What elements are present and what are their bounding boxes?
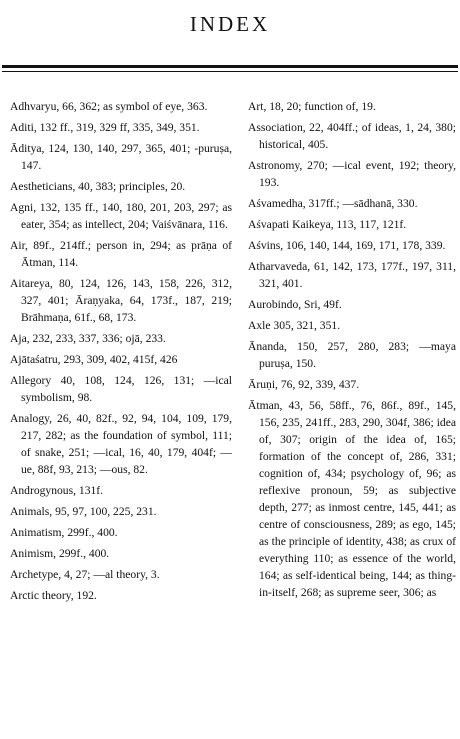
index-entry: Agni, 132, 135 ff., 140, 180, 201, 203, 297; as eater, 354; as intellect, 204; Vaiśvānara, 116. [10, 201, 232, 231]
index-entry: Astronomy, 270; —ical event, 192; theory, 193. [248, 159, 456, 189]
index-entry: Analogy, 26, 40, 82f., 92, 94, 104, 109, 179, 217, 282; as the foundation of symbol, 111; of snake, 251; —ical, 16, 40, 179, 404f; —ue, 88f, 93, 213; —ous, 82. [10, 412, 232, 476]
index-entry: Allegory 40, 108, 124, 126, 131; —ical symbolism, 98. [10, 374, 232, 404]
page-title: INDEX [189, 12, 271, 36]
index-entry: Aestheticians, 40, 383; principles, 20. [10, 180, 186, 193]
index-entry: Axle 305, 321, 351. [248, 319, 341, 332]
index-entry: Animals, 95, 97, 100, 225, 231. [10, 505, 157, 518]
index-entry: Aśvamedha, 317ff.; —sādhanā, 330. [248, 197, 418, 210]
index-column-left [10, 98, 232, 608]
index-entry: Air, 89f., 214ff.; person in, 294; as prāṇa of Ātman, 114. [10, 239, 232, 269]
index-entry: Aurobindo, Sri, 49f. [248, 298, 342, 311]
index-entry: Association, 22, 404ff.; of ideas, 1, 24, 380; historical, 405. [248, 121, 456, 151]
index-entry: Ajātaśatru, 293, 309, 402, 415f, 426 [10, 353, 178, 366]
index-entry: Āditya, 124, 130, 140, 297, 365, 401; -puruṣa, 147. [10, 142, 232, 172]
index-entry: Aditi, 132 ff., 319, 329 ff, 335, 349, 351. [10, 121, 200, 134]
index-entry: Aitareya, 80, 124, 126, 143, 158, 226, 312, 327, 401; Āraṇyaka, 64, 173f., 187, 219; Brāhmaṇa, 61f., 68, 173. [10, 277, 232, 324]
index-entry: Āruṇi, 76, 92, 339, 437. [248, 378, 360, 391]
index-entry: Arctic theory, 192. [10, 589, 97, 602]
index-entry: Atharvaveda, 61, 142, 173, 177f., 197, 311, 321, 401. [248, 260, 456, 290]
index-entry: Adhvaryu, 66, 362; as symbol of eye, 363. [10, 100, 208, 113]
index-entry: Aśvins, 106, 140, 144, 169, 171, 178, 339. [248, 239, 446, 252]
index-entry: Ātman, 43, 56, 58ff., 76, 86f., 89f., 145, 156, 235, 241ff., 283, 290, 304f, 386; idea of, 307; origin of the idea of, 165; formation of the concept of, 286, 331; cognition of, 434; psychology of, 96; as reflexive pronoun, 59; as subjective depth, 277; as inmost centre, 145, 441; as centre of consciousness, 289; as ego, 145; as the principle of identity, 438; as crux of everything 110; as essence of the world, 164; as self-identical being, 144; as thing-in-itself, 268; as supreme seer, 306; as [248, 399, 456, 599]
index-column-right [248, 98, 456, 605]
title-rule-thick [2, 65, 458, 68]
index-entry: Art, 18, 20; function of, 19. [248, 100, 376, 113]
index-entry: Animatism, 299f., 400. [10, 526, 118, 539]
index-entry: Aśvapati Kaikeya, 113, 117, 121f. [248, 218, 407, 231]
index-entry: Aja, 232, 233, 337, 336; ojā, 233. [10, 332, 166, 345]
title-rule-thin [2, 71, 458, 72]
index-entry: Androgynous, 131f. [10, 484, 104, 497]
index-entry: Animism, 299f., 400. [10, 547, 110, 560]
index-entry: Ānanda, 150, 257, 280, 283; —maya puruṣa, 150. [248, 340, 456, 370]
index-entry: Archetype, 4, 27; —al theory, 3. [10, 568, 160, 581]
